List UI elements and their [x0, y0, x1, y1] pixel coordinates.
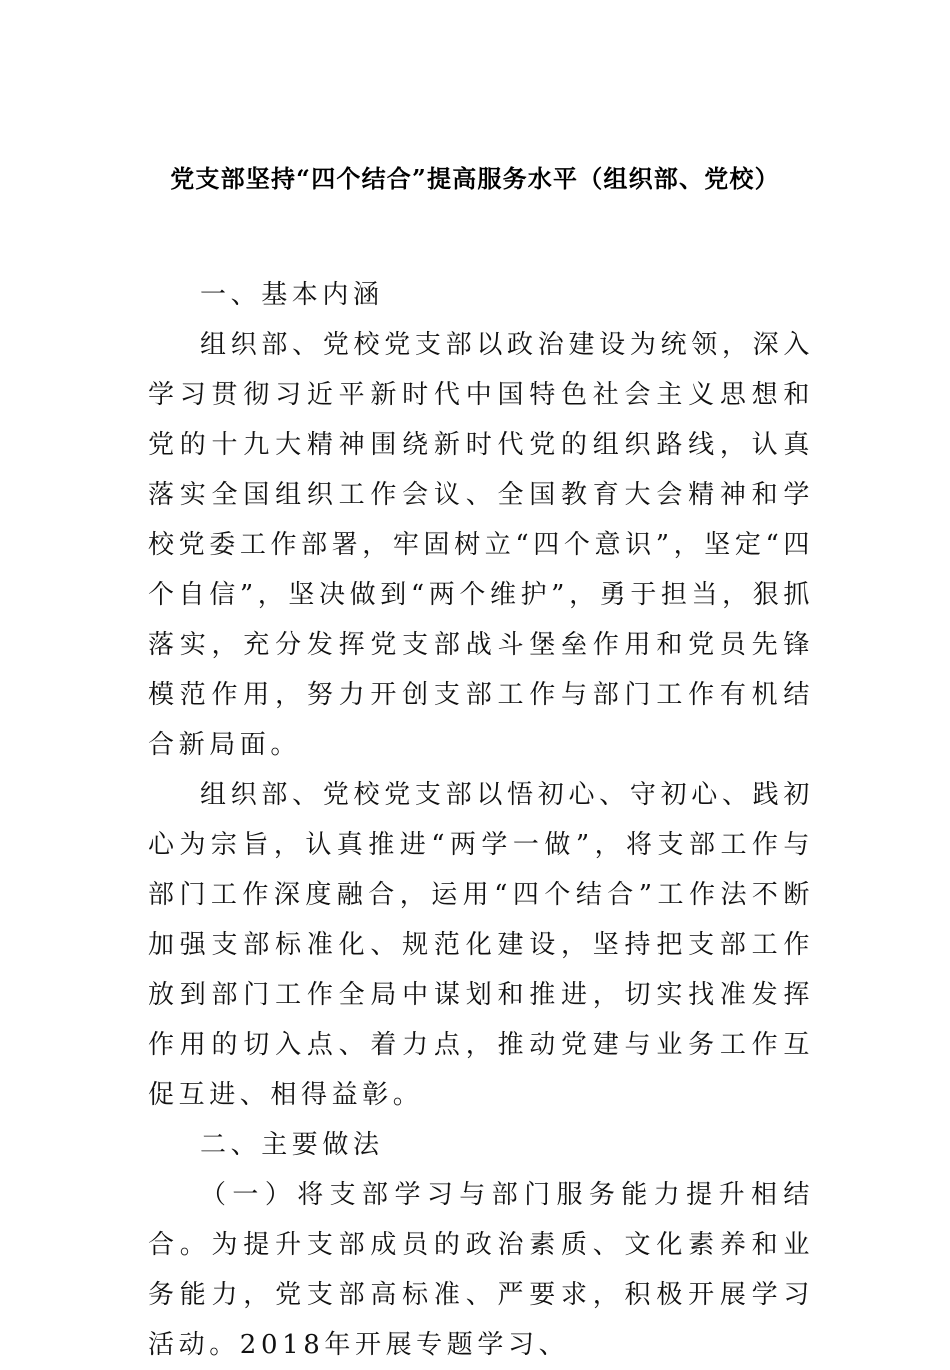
- document-body: [148, 270, 814, 1370]
- document-title: 党支部坚持“四个结合”提高服务水平（组织部、党校）: [170, 164, 780, 193]
- paragraph: （一）将支部学习与部门服务能力提升相结合。为提升支部成员的政治素质、文化素养和业务能力，党支部高标准、严要求，积极开展学习活动。2018年开展专题学习、: [148, 1180, 814, 1360]
- section-heading-basic-meaning: 一、基本内涵: [200, 280, 384, 310]
- paragraph: 组织部、党校党支部以悟初心、守初心、践初心为宗旨，认真推进“两学一做”，将支部工作与部门工作深度融合，运用“四个结合”工作法不断加强支部标准化、规范化建设，坚持把支部工作放到部门工作全局中谋划和推进，切实找准发挥作用的切入点、着力点，推动党建与业务工作互促互进、相得益彰。: [148, 780, 814, 1110]
- paragraph: 组织部、党校党支部以政治建设为统领，深入学习贯彻习近平新时代中国特色社会主义思想和党的十九大精神围绕新时代党的组织路线，认真落实全国组织工作会议、全国教育大会精神和学校党委工作部署，牢固树立“四个意识”，坚定“四个自信”，坚决做到“两个维护”，勇于担当，狠抓落实，充分发挥党支部战斗堡垒作用和党员先锋模范作用，努力开创支部工作与部门工作有机结合新局面。: [148, 330, 814, 760]
- section-heading-main-practices: 二、主要做法: [200, 1130, 384, 1160]
